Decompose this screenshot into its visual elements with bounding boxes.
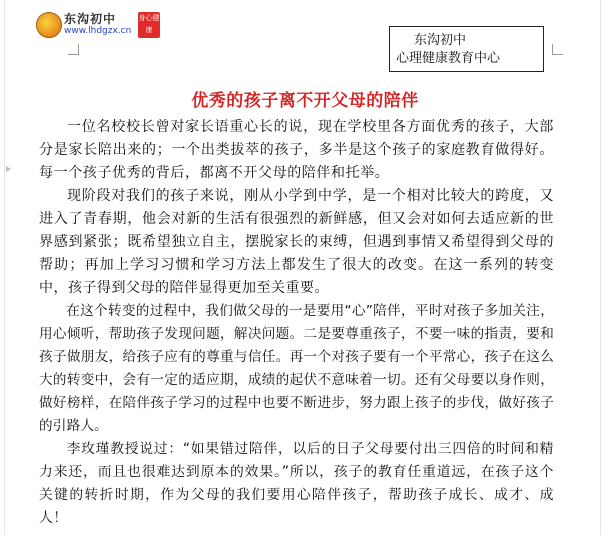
header-school-name: 东沟初中 — [414, 33, 467, 48]
header-center-name: 心理健康教育中心 — [396, 51, 501, 66]
logo-url: www.lhdgzx.cn — [64, 26, 132, 36]
paragraph-2: 现阶段对我们的孩子来说，刚从小学到中学，是一个相对比较大的跨度，又进入了青春期，他会对新的生活有很强烈的新鲜感，但又会对如何去适应新的世界感到紧张；既希望独立自主，摆脱家长的束缚，但遇到事情又希望得到父母的帮助；再加上学习习惯和学习方法上都发生了很大的改变。在这一系列的转变中，孩子得到父母的陪伴显得更加至关重要。 — [39, 188, 554, 296]
logo-title: 东沟初中 — [64, 12, 117, 26]
page-edge-right — [600, 0, 601, 535]
header-box — [389, 26, 544, 72]
margin-corner-mark-right — [552, 44, 563, 55]
article-title: 优秀的孩子离不开父母的陪伴 — [191, 91, 419, 111]
margin-arrow-icon — [6, 166, 11, 172]
paragraph-3: 在这个转变的过程中，我们做父母的一是要用“心”陪伴，平时对孩子多加关注，用心倾听，帮助孩子发现问题，解决问题。二是要尊重孩子，不要一味的指责，要和孩子做朋友，给孩子应有的尊重与信任。再一个对孩子要有一个平常心，孩子在这么大的转变中，会有一定的适应期，成绩的起伏不意味着一切。还有父母要以身作则，做好榜样，在陪伴孩子学习的过程中也要不断进步，努力跟上孩子的步伐，做好孩子的引路人。 — [39, 303, 554, 434]
article-body — [39, 116, 554, 530]
logo-badge: 身心健康 — [138, 12, 160, 38]
school-logo — [36, 10, 160, 40]
page-edge-left — [4, 0, 5, 535]
margin-corner-mark-left — [68, 44, 79, 55]
paragraph-4: 李玫瑾教授说过：“如果错过陪伴，以后的日子父母要付出三四倍的时间和精力来还，而且也很难达到原本的效果。”所以，孩子的教育任重道远，在孩子这个关键的转折时期，作为父母的我们要用心陪伴孩子，帮助孩子成长、成才、成人！ — [39, 441, 554, 526]
school-emblem-icon — [36, 12, 62, 38]
paragraph-1: 一位名校校长曾对家长语重心长的说，现在学校里各方面优秀的孩子，大部分是家长陪出来的；一个出类拔萃的孩子，多半是这个孩子的家庭教育做得好。每一个孩子优秀的背后，都离不开父母的陪伴和托举。 — [39, 119, 554, 181]
